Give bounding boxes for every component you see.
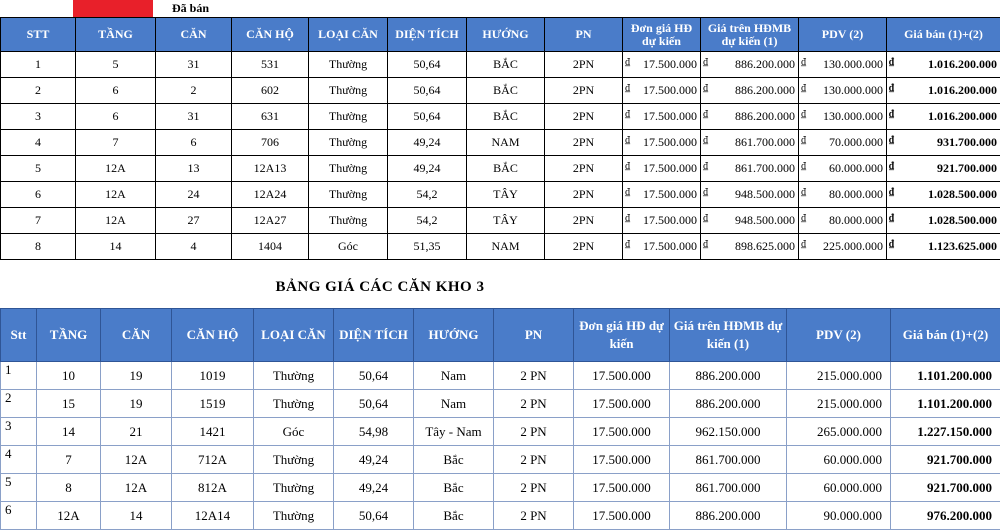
cell-giahd (701, 130, 799, 156)
cell-stt: 5 (1, 156, 76, 182)
cell-value: 130.000.000 (823, 57, 883, 72)
currency-symbol: ₫ (625, 239, 630, 254)
cell-giahd (701, 234, 799, 260)
cell-stt: 8 (1, 234, 76, 260)
cell-giaban: 976.200.000 (891, 502, 1000, 530)
cell-canho: 602 (232, 78, 309, 104)
cell-dongia: 17.500.000 (574, 362, 670, 390)
currency-symbol: ₫ (703, 57, 708, 72)
cell-can: 2 (156, 78, 232, 104)
cell-pn: 2PN (545, 234, 623, 260)
table-2-title: BẢNG GIÁ CÁC CĂN KHO 3 (0, 279, 760, 296)
cell-tang: 6 (76, 104, 156, 130)
cell-pn: 2PN (545, 182, 623, 208)
cell-value: 17.500.000 (643, 83, 697, 98)
cell-loai: Thường (309, 104, 388, 130)
cell-pdv: 60.000.000 (787, 474, 891, 502)
cell-canho: 812A (172, 474, 254, 502)
cell-pdv: 215.000.000 (787, 390, 891, 418)
cell-pdv (799, 182, 887, 208)
cell-value: 17.500.000 (643, 109, 697, 124)
cell-giaban (887, 156, 1000, 182)
cell-pn: 2 PN (494, 446, 574, 474)
table-row (1, 182, 1000, 208)
cell-dientich: 49,24 (388, 156, 467, 182)
cell-stt: 4 (1, 130, 76, 156)
column-header: CĂN HỘ (232, 18, 309, 52)
column-header: Giá trên HĐMB dự kiến (1) (670, 309, 787, 362)
legend (0, 0, 1000, 18)
cell-dientich: 50,64 (334, 390, 414, 418)
cell-loai: Thường (254, 362, 334, 390)
cell-value: 931.700.000 (937, 135, 997, 150)
cell-dongia (623, 156, 701, 182)
cell-canho: 12A24 (232, 182, 309, 208)
column-header: DIỆN TÍCH (334, 309, 414, 362)
column-header: CĂN (101, 309, 172, 362)
currency-symbol: ₫ (625, 109, 630, 124)
cell-giaban (887, 182, 1000, 208)
cell-can: 12A (101, 474, 172, 502)
cell-can: 24 (156, 182, 232, 208)
cell-stt: 6 (1, 502, 37, 530)
cell-can: 6 (156, 130, 232, 156)
column-header: PN (494, 309, 574, 362)
cell-huong: Bắc (414, 474, 494, 502)
table-row (1, 446, 1000, 474)
sold-color-swatch (73, 0, 153, 17)
cell-pn: 2PN (545, 208, 623, 234)
cell-giaban: 1.101.200.000 (891, 362, 1000, 390)
cell-dientich: 50,64 (388, 52, 467, 78)
currency-symbol: ₫ (703, 239, 708, 254)
currency-symbol: ₫ (625, 57, 630, 72)
cell-canho: 1019 (172, 362, 254, 390)
cell-pdv: 265.000.000 (787, 418, 891, 446)
cell-giaban (887, 130, 1000, 156)
cell-tang: 14 (76, 234, 156, 260)
cell-dientich: 50,64 (388, 78, 467, 104)
cell-pn: 2PN (545, 78, 623, 104)
cell-pn: 2 PN (494, 502, 574, 530)
cell-huong: Bắc (414, 502, 494, 530)
cell-tang: 8 (37, 474, 101, 502)
cell-huong: BẮC (467, 104, 545, 130)
column-header: TẦNG (37, 309, 101, 362)
cell-stt: 2 (1, 390, 37, 418)
cell-dientich: 50,64 (334, 502, 414, 530)
cell-canho: 1519 (172, 390, 254, 418)
cell-dongia (623, 234, 701, 260)
price-table-2 (0, 308, 1000, 530)
currency-symbol: ₫ (801, 109, 806, 124)
cell-giahd: 962.150.000 (670, 418, 787, 446)
cell-can: 31 (156, 52, 232, 78)
cell-giahd (701, 104, 799, 130)
cell-canho: 1421 (172, 418, 254, 446)
cell-loai: Góc (254, 418, 334, 446)
table-row (1, 390, 1000, 418)
cell-pdv (799, 234, 887, 260)
cell-value: 1.028.500.000 (928, 187, 997, 202)
column-header: Giá bán (1)+(2) (891, 309, 1000, 362)
cell-huong: Nam (414, 362, 494, 390)
cell-tang: 10 (37, 362, 101, 390)
cell-value: 886.200.000 (735, 109, 795, 124)
cell-tang: 12A (37, 502, 101, 530)
currency-symbol: ₫ (801, 187, 806, 202)
cell-giaban (887, 104, 1000, 130)
cell-value: 70.000.000 (829, 135, 883, 150)
cell-dongia: 17.500.000 (574, 502, 670, 530)
cell-tang: 7 (37, 446, 101, 474)
currency-symbol: ₫ (703, 187, 708, 202)
cell-giahd: 861.700.000 (670, 474, 787, 502)
cell-value: 1.016.200.000 (928, 57, 997, 72)
cell-value: 886.200.000 (735, 83, 795, 98)
cell-stt: 1 (1, 362, 37, 390)
cell-pdv (799, 104, 887, 130)
cell-loai: Thường (309, 182, 388, 208)
cell-value: 17.500.000 (643, 135, 697, 150)
cell-huong: BẮC (467, 78, 545, 104)
cell-loai: Thường (309, 78, 388, 104)
table-row (1, 156, 1000, 182)
currency-symbol: ₫ (889, 109, 894, 124)
column-header: CĂN HỘ (172, 309, 254, 362)
column-header: TẦNG (76, 18, 156, 52)
cell-loai: Thường (309, 52, 388, 78)
cell-value: 921.700.000 (937, 161, 997, 176)
cell-stt: 6 (1, 182, 76, 208)
cell-loai: Góc (309, 234, 388, 260)
cell-giaban: 921.700.000 (891, 474, 1000, 502)
cell-pdv (799, 156, 887, 182)
cell-can: 4 (156, 234, 232, 260)
cell-dongia: 17.500.000 (574, 474, 670, 502)
currency-symbol: ₫ (703, 83, 708, 98)
table-row (1, 130, 1000, 156)
cell-dongia (623, 104, 701, 130)
table-row (1, 78, 1000, 104)
currency-symbol: ₫ (889, 213, 894, 228)
cell-giahd (701, 182, 799, 208)
cell-tang: 6 (76, 78, 156, 104)
cell-stt: 3 (1, 104, 76, 130)
column-header: PDV (2) (799, 18, 887, 52)
column-header: Giá bán (1)+(2) (887, 18, 1000, 52)
currency-symbol: ₫ (889, 57, 894, 72)
cell-huong: NAM (467, 234, 545, 260)
table-header-row (1, 18, 1000, 52)
cell-giaban (887, 78, 1000, 104)
cell-stt: 4 (1, 446, 37, 474)
cell-dientich: 54,2 (388, 208, 467, 234)
currency-symbol: ₫ (801, 213, 806, 228)
cell-value: 17.500.000 (643, 57, 697, 72)
cell-canho: 531 (232, 52, 309, 78)
cell-value: 60.000.000 (829, 161, 883, 176)
cell-stt: 2 (1, 78, 76, 104)
cell-giaban (887, 208, 1000, 234)
cell-tang: 7 (76, 130, 156, 156)
cell-dientich: 50,64 (388, 104, 467, 130)
cell-loai: Thường (309, 156, 388, 182)
cell-loai: Thường (254, 474, 334, 502)
cell-value: 1.028.500.000 (928, 213, 997, 228)
table-row (1, 234, 1000, 260)
currency-symbol: ₫ (625, 161, 630, 176)
cell-tang: 15 (37, 390, 101, 418)
column-header: LOẠI CĂN (309, 18, 388, 52)
cell-pn: 2PN (545, 52, 623, 78)
cell-canho: 12A27 (232, 208, 309, 234)
cell-giahd (701, 156, 799, 182)
cell-dientich: 49,24 (334, 474, 414, 502)
cell-loai: Thường (309, 130, 388, 156)
column-header: STT (1, 18, 76, 52)
currency-symbol: ₫ (625, 135, 630, 150)
cell-value: 80.000.000 (829, 187, 883, 202)
currency-symbol: ₫ (703, 135, 708, 150)
cell-dientich: 51,35 (388, 234, 467, 260)
cell-value: 1.016.200.000 (928, 83, 997, 98)
cell-huong: BẮC (467, 156, 545, 182)
currency-symbol: ₫ (703, 213, 708, 228)
cell-canho: 631 (232, 104, 309, 130)
price-table-1 (0, 17, 1000, 260)
currency-symbol: ₫ (801, 161, 806, 176)
cell-huong: Bắc (414, 446, 494, 474)
cell-value: 948.500.000 (735, 187, 795, 202)
cell-tang: 12A (76, 208, 156, 234)
currency-symbol: ₫ (625, 187, 630, 202)
cell-value: 898.625.000 (735, 239, 795, 254)
cell-dientich: 54,98 (334, 418, 414, 446)
cell-value: 948.500.000 (735, 213, 795, 228)
cell-dientich: 49,24 (388, 130, 467, 156)
cell-tang: 5 (76, 52, 156, 78)
cell-pdv (799, 208, 887, 234)
cell-giaban: 921.700.000 (891, 446, 1000, 474)
cell-loai: Thường (309, 208, 388, 234)
cell-dientich: 54,2 (388, 182, 467, 208)
cell-huong: Tây - Nam (414, 418, 494, 446)
currency-symbol: ₫ (889, 161, 894, 176)
cell-dongia (623, 52, 701, 78)
cell-can: 31 (156, 104, 232, 130)
cell-canho: 706 (232, 130, 309, 156)
currency-symbol: ₫ (889, 83, 894, 98)
cell-dientich: 49,24 (334, 446, 414, 474)
cell-huong: Nam (414, 390, 494, 418)
currency-symbol: ₫ (889, 239, 894, 254)
cell-giahd: 886.200.000 (670, 390, 787, 418)
cell-pdv (799, 52, 887, 78)
column-header: Stt (1, 309, 37, 362)
cell-giahd (701, 208, 799, 234)
cell-dongia: 17.500.000 (574, 418, 670, 446)
table-row (1, 362, 1000, 390)
sold-legend-label: Đã bán (172, 1, 209, 16)
cell-pdv: 90.000.000 (787, 502, 891, 530)
cell-giahd: 861.700.000 (670, 446, 787, 474)
cell-can: 21 (101, 418, 172, 446)
cell-stt: 1 (1, 52, 76, 78)
cell-can: 27 (156, 208, 232, 234)
cell-dongia: 17.500.000 (574, 446, 670, 474)
currency-symbol: ₫ (703, 161, 708, 176)
cell-dongia (623, 130, 701, 156)
cell-giahd (701, 52, 799, 78)
currency-symbol: ₫ (801, 135, 806, 150)
cell-stt: 5 (1, 474, 37, 502)
table-row (1, 208, 1000, 234)
column-header: LOẠI CĂN (254, 309, 334, 362)
cell-giahd: 886.200.000 (670, 502, 787, 530)
cell-canho: 12A14 (172, 502, 254, 530)
cell-value: 17.500.000 (643, 213, 697, 228)
column-header: PN (545, 18, 623, 52)
cell-value: 17.500.000 (643, 187, 697, 202)
cell-pdv: 215.000.000 (787, 362, 891, 390)
currency-symbol: ₫ (625, 213, 630, 228)
currency-symbol: ₫ (889, 187, 894, 202)
cell-can: 19 (101, 390, 172, 418)
column-header: Giá trên HĐMB dự kiến (1) (701, 18, 799, 52)
cell-canho: 712A (172, 446, 254, 474)
cell-tang: 14 (37, 418, 101, 446)
cell-giaban (887, 234, 1000, 260)
currency-symbol: ₫ (889, 135, 894, 150)
table-row (1, 474, 1000, 502)
column-header: PDV (2) (787, 309, 891, 362)
cell-stt: 7 (1, 208, 76, 234)
currency-symbol: ₫ (703, 109, 708, 124)
cell-pn: 2 PN (494, 390, 574, 418)
cell-giaban: 1.227.150.000 (891, 418, 1000, 446)
cell-giaban (887, 52, 1000, 78)
cell-canho: 12A13 (232, 156, 309, 182)
cell-loai: Thường (254, 502, 334, 530)
cell-giahd (701, 78, 799, 104)
cell-canho: 1404 (232, 234, 309, 260)
column-header: HƯỚNG (467, 18, 545, 52)
cell-dientich: 50,64 (334, 362, 414, 390)
table-row (1, 418, 1000, 446)
cell-pn: 2 PN (494, 474, 574, 502)
column-header: DIỆN TÍCH (388, 18, 467, 52)
cell-pn: 2 PN (494, 418, 574, 446)
cell-value: 130.000.000 (823, 109, 883, 124)
table-row (1, 502, 1000, 530)
cell-value: 861.700.000 (735, 161, 795, 176)
cell-pdv (799, 78, 887, 104)
cell-value: 1.016.200.000 (928, 109, 997, 124)
cell-can: 12A (101, 446, 172, 474)
cell-can: 19 (101, 362, 172, 390)
cell-can: 13 (156, 156, 232, 182)
cell-value: 130.000.000 (823, 83, 883, 98)
cell-pn: 2PN (545, 130, 623, 156)
currency-symbol: ₫ (801, 57, 806, 72)
cell-pn: 2PN (545, 104, 623, 130)
cell-huong: TÂY (467, 182, 545, 208)
cell-huong: TÂY (467, 208, 545, 234)
cell-pn: 2PN (545, 156, 623, 182)
table-row (1, 104, 1000, 130)
column-header: HƯỚNG (414, 309, 494, 362)
cell-tang: 12A (76, 156, 156, 182)
cell-can: 14 (101, 502, 172, 530)
cell-dongia (623, 182, 701, 208)
column-header: Đơn giá HĐ dự kiến (623, 18, 701, 52)
cell-dongia (623, 78, 701, 104)
currency-symbol: ₫ (801, 83, 806, 98)
cell-value: 886.200.000 (735, 57, 795, 72)
cell-value: 17.500.000 (643, 161, 697, 176)
cell-huong: BẮC (467, 52, 545, 78)
cell-value: 80.000.000 (829, 213, 883, 228)
cell-pdv: 60.000.000 (787, 446, 891, 474)
column-header: CĂN (156, 18, 232, 52)
column-header: Đơn giá HĐ dự kiến (574, 309, 670, 362)
cell-huong: NAM (467, 130, 545, 156)
table-row (1, 52, 1000, 78)
cell-giahd: 886.200.000 (670, 362, 787, 390)
cell-value: 225.000.000 (823, 239, 883, 254)
cell-tang: 12A (76, 182, 156, 208)
cell-stt: 3 (1, 418, 37, 446)
cell-value: 861.700.000 (735, 135, 795, 150)
table-header-row (1, 309, 1000, 362)
cell-loai: Thường (254, 446, 334, 474)
cell-giaban: 1.101.200.000 (891, 390, 1000, 418)
cell-value: 17.500.000 (643, 239, 697, 254)
cell-dongia: 17.500.000 (574, 390, 670, 418)
cell-dongia (623, 208, 701, 234)
cell-pn: 2 PN (494, 362, 574, 390)
cell-value: 1.123.625.000 (928, 239, 997, 254)
cell-loai: Thường (254, 390, 334, 418)
currency-symbol: ₫ (801, 239, 806, 254)
cell-pdv (799, 130, 887, 156)
currency-symbol: ₫ (625, 83, 630, 98)
